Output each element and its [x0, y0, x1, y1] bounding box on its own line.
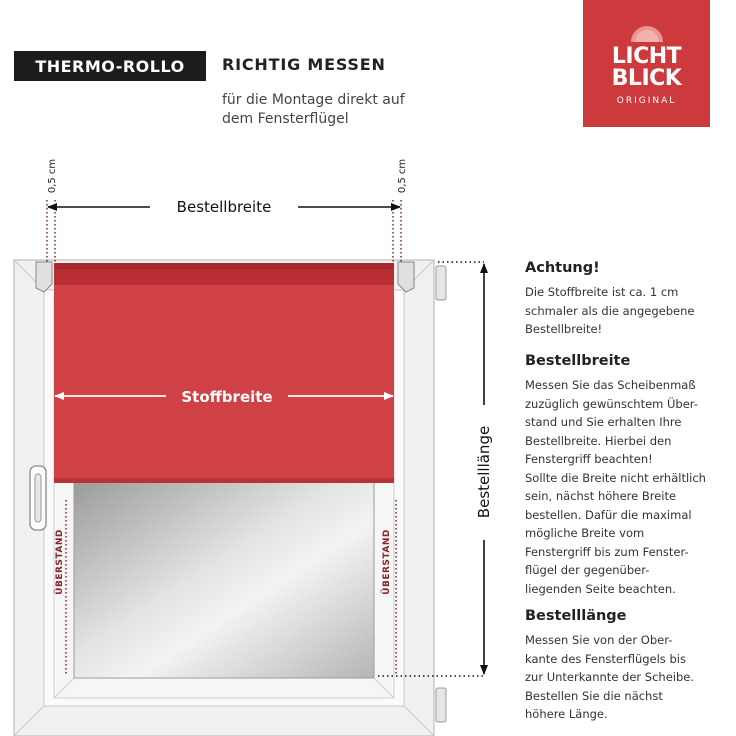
- attention-text: [525, 283, 694, 339]
- logo-line-1: LICHT: [611, 44, 682, 69]
- text-line: Bestellbreite!: [525, 322, 603, 336]
- order-width-label: Bestellbreite: [176, 198, 272, 216]
- text-line: Messen Sie das Scheibenmaß: [525, 378, 696, 392]
- text-line: bestellen. Dafür die maximal: [525, 507, 692, 522]
- product-badge: THERMO-ROLLO: [14, 51, 206, 81]
- text-line: zuzüglich gewünschtem Über-: [525, 396, 698, 411]
- subtitle-line: für die Montage direkt auf: [222, 92, 405, 108]
- text-line: stand und Sie erhalten Ihre: [525, 415, 682, 429]
- text-line: liegenden Seite beachten.: [525, 581, 676, 596]
- offset-label-left: 0,5 cm: [47, 158, 58, 194]
- width-title: Bestellbreite: [525, 353, 631, 369]
- page-heading: RICHTIG MESSEN: [222, 55, 386, 74]
- text-line: kante des Fensterflügels bis: [525, 651, 686, 666]
- text-line: schmaler als die angegebene: [525, 303, 695, 318]
- subtitle-line: dem Fensterflügel: [222, 111, 349, 127]
- text-line: zur Unterkannte der Scheibe.: [525, 670, 695, 684]
- text-line: sein, nächst höhere Breite: [525, 489, 677, 503]
- width-text: [525, 376, 706, 598]
- text-line: mögliche Breite vom: [525, 526, 645, 540]
- overhang-label-right: ÜBERSTAND: [382, 529, 392, 595]
- text-line: Messen Sie von der Ober-: [525, 633, 673, 647]
- hinge-icon: [436, 266, 446, 722]
- logo-line-3: ORIGINAL: [616, 96, 677, 106]
- text-line: Fenstergriff bis zum Fenster-: [525, 544, 689, 559]
- window-handle-icon: [30, 466, 46, 530]
- roller-blind: [54, 263, 394, 483]
- text-line: Sollte die Breite nicht erhältlich: [525, 470, 706, 485]
- text-line: Bestellbreite. Hierbei den: [525, 433, 672, 448]
- text-line: Bestellen Sie die nächst: [525, 688, 663, 703]
- length-text: [525, 631, 694, 724]
- offset-label-right: 0,5 cm: [397, 158, 408, 194]
- order-length-label: Bestelllänge: [475, 425, 493, 519]
- glass-pane: [74, 480, 374, 678]
- fabric-width-label: Stoffbreite: [181, 388, 273, 406]
- text-line: flügel der gegenüber-: [525, 563, 650, 577]
- text-line: Fenstergriff beachten!: [525, 452, 653, 466]
- length-title: Bestelllänge: [525, 608, 627, 624]
- text-line: Die Stoffbreite ist ca. 1 cm: [525, 285, 679, 299]
- overhang-label-left: ÜBERSTAND: [55, 529, 65, 595]
- text-line: höhere Länge.: [525, 707, 608, 721]
- logo-line-2: BLICK: [611, 66, 682, 91]
- attention-title: Achtung!: [525, 260, 600, 276]
